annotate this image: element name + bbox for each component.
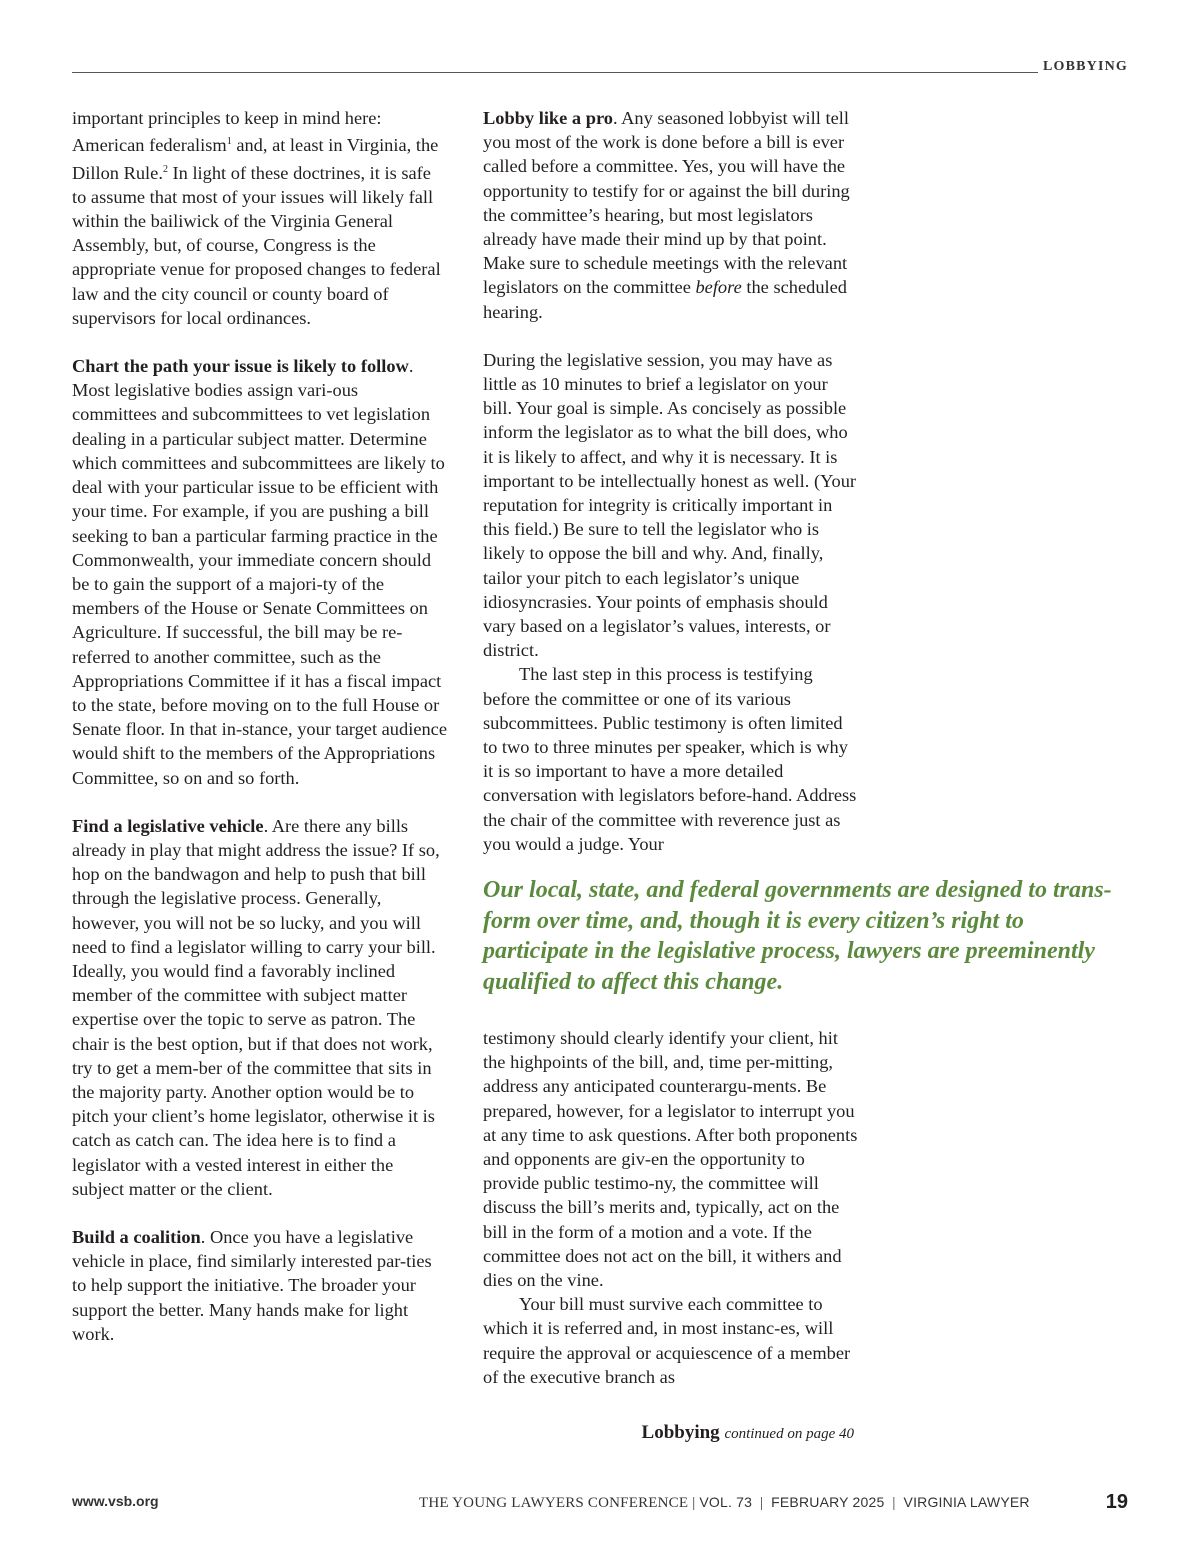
- paragraph-coalition: Build a coalition. Once you have a legislative vehicle in place, find similarly interested par-ties to help support the initiative. The broader your support the better. Many hands make for light work.: [72, 1226, 432, 1344]
- heading-coalition: Build a coalition: [72, 1226, 201, 1247]
- paragraph-survive-committee: Your bill must survive each committee to which it is referred and, in most instanc-es, will require the approval or acquiescence of a member of the executive branch as: [483, 1294, 851, 1387]
- section-label: LOBBYING: [1042, 59, 1128, 74]
- heading-legislative-vehicle: Find a legislative vehicle: [72, 815, 264, 836]
- footer-date: FEBRUARY 2025: [771, 1494, 885, 1510]
- footer-magazine: VIRGINIA LAWYER: [903, 1494, 1030, 1510]
- paragraph-lobby-pro: Lobby like a pro. Any seasoned lobbyist will tell you most of the work is done before a bill is ever called before a committee. Yes, you will have the opportunity to testify for or against the bill during the committee’s hearing, but most legislators already have made their mind up by that point. Make sure to schedule meetings with the relevant legislators on the committee before the scheduled hearing.: [483, 108, 850, 322]
- continued-reference[interactable]: [642, 1422, 854, 1444]
- heading-chart-path: Chart the path your issue is likely to follow: [72, 356, 409, 377]
- pull-quote: Our local, state, and federal governments are designed to trans-form over time, and, though it is every citizen’s right to participate in the legislative process, lawyers are preeminently qualified to affect this change.: [483, 877, 1112, 995]
- footer-volume: VOL. 73: [699, 1494, 753, 1510]
- footer-conference: THE YOUNG LAWYERS CONFERENCE: [419, 1495, 689, 1511]
- paragraph-session: During the legislative session, you may have as little as 10 minutes to brief a legislator on your bill. Your goal is simple. As concisely as possible inform the legislator as to what the bill does, who it is likely to affect, and why it is necessary. It is important to be intellectually honest as well. (Your reputation for integrity is critically important in this field.) Be sure to tell the legislator who is likely to oppose the bill and why. And, finally, tailor your pitch to each legislator’s unique idiosyncrasies. Your points of emphasis should vary based on a legislator’s values, interests, or district.: [483, 349, 857, 661]
- footer-website-link[interactable]: www.vsb.org: [72, 1493, 159, 1509]
- paragraph-chart-path: Chart the path your issue is likely to follow. Most legislative bodies assign vari-ous committees and subcommittees to vet legislation dealing in a particular subject matter. Determine which committees and subcommittees are likely to deal with your particular issue to be efficient with your time. For example, if you are pushing a bill seeking to ban a particular farming practice in the Commonwealth, your immediate concern should be to gain the support of a majori-ty of the members of the House or Senate Committees on Agriculture. If successful, the bill may be re-referred to another committee, such as the Appropriations Committee if it has a fiscal impact to the state, before moving on to the full House or Senate floor. In that in-stance, your target audience would shift to the members of the Appropriations Committee, so on and so forth.: [72, 356, 447, 788]
- page-number: 19: [1105, 1491, 1128, 1513]
- left-column: [72, 106, 447, 1346]
- paragraph-testimony: testimony should clearly identify your client, hit the highpoints of the bill, and, time per-mitting, address any anticipated counterargu-ments. Be prepared, however, for a legislator to interrupt you at any time to ask questions. After both proponents and opponents are giv-en the opportunity to provide public testimo-ny, the committee will discuss the bill’s merits and, typically, act on the bill in the form of a motion and a vote. If the committee does not act on the bill, it withers and dies on the vine.: [483, 1028, 858, 1291]
- footnote-ref-1[interactable]: 1: [226, 136, 232, 148]
- paragraph-testifying: The last step in this process is testifying before the committee or one of its various subcommittees. Public testimony is often limited to two to three minutes per speaker, which is why it is so important to have a more detailed conversation with legislators before-hand. Address the chair of the committee with reverence just as you would a judge. Your: [483, 664, 857, 854]
- continued-title: Lobbying: [641, 1422, 720, 1443]
- continued-note: continued on page 40: [724, 1426, 854, 1442]
- header-rule: [72, 72, 1038, 73]
- right-column-top: [483, 106, 858, 856]
- paragraph-federalism: important principles to keep in mind here: American federalism$^1$ and, at least in Virginia, the Dillon Rule.$^2$ In light of these doctrines, it is safe to assume that most of your issues will likely fall within the bailiwick of the Virginia General Assembly, but, of course, Congress is the appropriate venue for proposed changes to federal law and the city council or county board of supervisors for local ordinances.: [72, 108, 441, 328]
- footer-publication-line: THE YOUNG LAWYERS CONFERENCE | VOL. 73 | FEBRUARY 2025 | VIRGINIA LAWYER: [419, 1494, 1030, 1511]
- right-column-bottom: [483, 1026, 858, 1389]
- paragraph-legislative-vehicle: Find a legislative vehicle. Are there any bills already in play that might address the issue? If so, hop on the bandwagon and help to push that bill through the legislative process. Generally, however, you will not be so lucky, and you will need to find a legislator willing to carry your bill. Ideally, you would find a favorably inclined member of the committee with subject matter expertise over the topic to serve as patron. The chair is the best option, but if that does not work, try to get a mem-ber of the committee that sits in the majority party. Another option would be to pitch your client’s home legislator, otherwise it is catch as catch can. The idea here is to find a legislator with a vested interest in either the subject matter or the client.: [72, 815, 440, 1199]
- heading-lobby-pro: Lobby like a pro: [483, 108, 613, 128]
- footnote-ref-2[interactable]: 2: [162, 163, 168, 175]
